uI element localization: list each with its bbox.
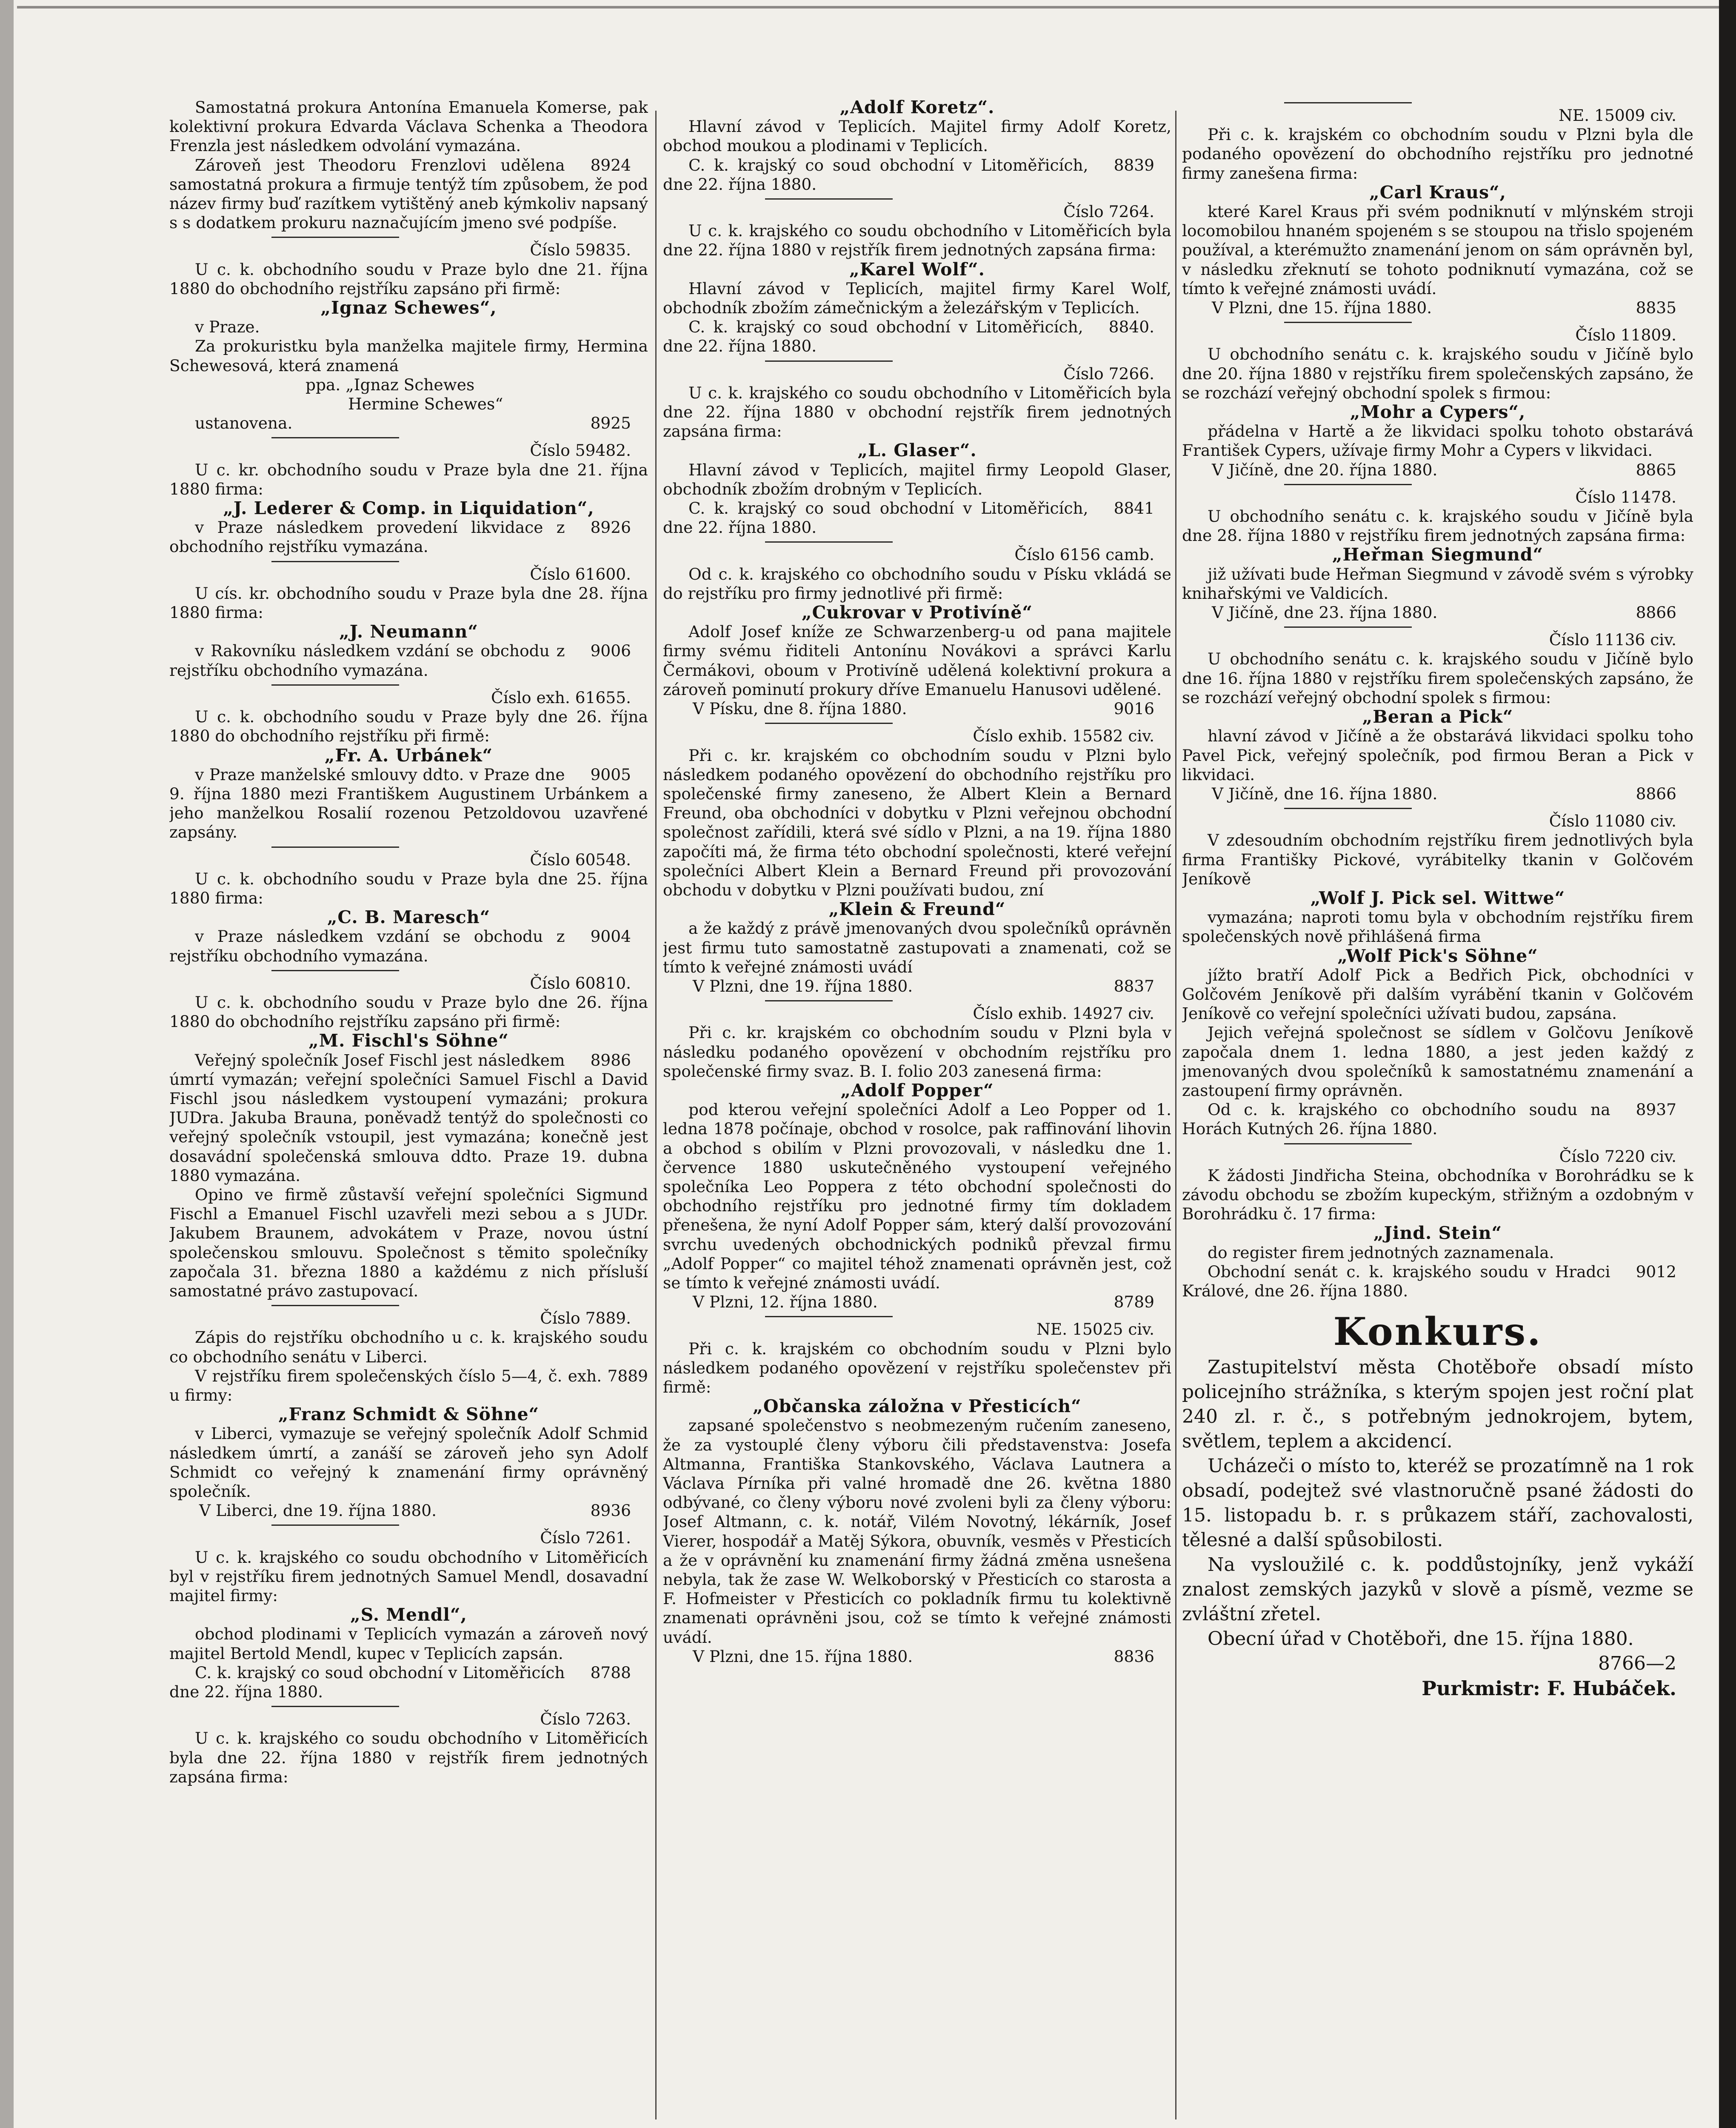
column-divider — [1175, 111, 1176, 2119]
text: U c. k. krajského co soudu obchodního v Litoměřicích byl v rejstříku firem jednotných Samuel Mendl, dosavadní majitel firmy: — [169, 1547, 648, 1605]
text: V Liberci, dne 19. října 1880. — [199, 1501, 437, 1520]
text: „Wolf Pick's Söhne“ — [1337, 945, 1538, 966]
text: Zároveň jest Theodoru Frenzlovi udělena samostatná prokura a firmuje tentýž tím způsobem, že pod název firmy buď razítkem vytištěný aneb kýmkoliv napsaný s s dodatkem prokuru naznačujícím jmeno své podpíše. — [169, 155, 648, 232]
text: Jejich veřejná společnost se sídlem v Golčovu Jeníkově započala dnem 1. ledna 1880, a jest jeden každý z jmenovaných dvou společníků k samostatnému znamenání a zastoupení firmy oprávněn. — [1182, 1023, 1693, 1100]
notice-paragraph — [1182, 831, 1693, 889]
notice-paragraph — [663, 317, 1171, 356]
notice-paragraph — [1182, 1262, 1693, 1301]
text: V rejstříku firem společenských číslo 5—4, č. exh. 7889 u firmy: — [169, 1366, 648, 1404]
firm-name — [663, 260, 1171, 279]
notice-paragraph — [663, 746, 1171, 900]
text: Číslo 7266. — [1063, 364, 1154, 383]
text: U c. k. krajského co soudu obchodního v Litoměřicích byla dne 22. října 1880 v rejstřík firem jednotných zapsána firma: — [663, 221, 1171, 260]
text: Číslo 60810. — [530, 973, 631, 992]
separator-rule — [1284, 484, 1412, 485]
notice-paragraph — [169, 317, 648, 337]
entry-code: 8840. — [1108, 317, 1154, 337]
text: Číslo 60548. — [530, 850, 631, 869]
firm-name — [663, 1397, 1171, 1416]
notice-paragraph — [169, 1367, 648, 1405]
text: NE. 15025 civ. — [1036, 1320, 1154, 1339]
text: Číslo 11080 civ. — [1549, 812, 1676, 831]
notice-date — [1182, 603, 1693, 622]
left-page-edge — [0, 0, 14, 2128]
text: „Cukrovar v Protivíně“ — [802, 602, 1033, 623]
notice-paragraph — [169, 1185, 648, 1301]
notice-number — [169, 441, 648, 460]
text: „M. Fischl's Söhne“ — [308, 1030, 509, 1051]
notice-date — [663, 1647, 1171, 1666]
text: C. k. krajský co soud obchodní v Litoměřicích, dne 22. října 1880. — [663, 317, 1083, 356]
notice-paragraph — [1182, 507, 1693, 545]
separator-rule — [271, 847, 399, 848]
text: „Beran a Pick“ — [1362, 706, 1513, 727]
firm-name — [663, 1081, 1171, 1100]
text: pod kterou veřejní společníci Adolf a Leo Popper od 1. ledna 1878 počínaje, obchod v rosolce, pak raffinování lihovin a obchod s obilím v Plzni provozovali, v následku dne 1. července 1880 uskutečněného vystoupení veřejného společníka Leo Poppera z této obchodní společnosti do obchodního rejstříku pro jednotné firmy tím dokladem přenešena, že nyní Adolf Popper sám, který další provozování svrchu uvedených obchodnických podniků převzal firmu „Adolf Popper“ co majitel téhož znamenati oprávněn jest, což se tímto k veřejné známosti uvádí. — [663, 1100, 1171, 1292]
separator-rule — [271, 237, 399, 238]
text: U c. k. krajského co soudu obchodního v Litoměřicích byla dne 22. října 1880 v rejstřík firem jednotných zapsána firma: — [169, 1729, 648, 1786]
notice-paragraph — [1182, 649, 1693, 707]
separator-rule — [271, 1706, 399, 1707]
entry-code: 8788 — [590, 1663, 631, 1682]
separator-rule — [765, 1000, 893, 1001]
text: U c. k. obchodního soudu v Praze byly dne 26. října 1880 do obchodního rejstříku při firmě: — [169, 707, 648, 746]
konkurs-section — [1182, 1308, 1693, 1701]
entry-code: 9012 — [1636, 1262, 1676, 1281]
firm-name — [169, 622, 648, 641]
text: „Adolf Popper“ — [840, 1080, 994, 1101]
text: Obchodní senát c. k. krajského soudu v Hradci Králové, dne 26. října 1880. — [1182, 1262, 1610, 1300]
text: Veřejný společník Josef Fischl jest následkem úmrtí vymazán; veřejní společníci Samuel Fischl a David Fischl jsou následkem vystoupení vymazáni; prokura JUDra. Jakuba Brauna, poněvadž tentýž do společnosti co veřejný společník vstoupil, jest vymazána; konečně jest dosavádní společenská smlouva ddto. Praze 19. dubna 1880 vymazána. — [169, 1050, 648, 1185]
text: Číslo 7889. — [540, 1309, 631, 1328]
firm-name — [169, 499, 648, 518]
text: C. k. krajský co soud obchodní v Litoměřicích, dne 22. října 1880. — [663, 155, 1088, 194]
column-3-entries — [1182, 102, 1693, 1301]
text: Číslo 7261. — [540, 1528, 631, 1547]
firm-name — [663, 441, 1171, 460]
text: Hlavní závod v Teplicích. Majitel firmy Adolf Koretz, obchod moukou a plodinami v Teplicích. — [663, 117, 1171, 155]
text: „Karel Wolf“. — [849, 259, 985, 280]
separator-rule — [271, 561, 399, 562]
entry-code: 9006 — [590, 641, 631, 661]
column-divider — [655, 111, 657, 2119]
notice-date — [1182, 784, 1693, 804]
notice-number — [663, 364, 1171, 383]
text: V Plzni, dne 19. října 1880. — [693, 976, 913, 995]
notice-paragraph — [663, 919, 1171, 977]
entry-code: 8839 — [1114, 155, 1154, 174]
text: Číslo 59482. — [530, 441, 631, 460]
notice-paragraph — [169, 1051, 648, 1185]
notice-number — [1182, 106, 1693, 125]
text: „Franz Schmidt & Söhne“ — [278, 1404, 540, 1425]
notice-paragraph — [1182, 202, 1693, 298]
procuration-line — [169, 375, 648, 395]
text: v Praze. — [195, 317, 260, 337]
procuration-line — [169, 395, 648, 414]
konkurs-paragraph: Zastupitelství města Chotěboře obsadí místo policejního strážníka, s kterým spojen jest roční plat 240 zl. r. č., s potřebným jednokrojem, bytem, světlem, teplem a akcidencí. — [1182, 1356, 1693, 1453]
notice-paragraph — [1182, 726, 1693, 784]
notice-number — [169, 1309, 648, 1328]
text: U obchodního senátu c. k. krajského soudu v Jičíně bylo dne 16. října 1880 v rejstříku firem společenských zapsáno, že se rozchází veřejný obchodní spolek s firmou: — [1182, 649, 1693, 707]
notice-number — [169, 1710, 648, 1729]
text: V Jičíně, dne 20. října 1880. — [1212, 460, 1438, 479]
separator-rule — [765, 541, 893, 543]
notice-paragraph — [1182, 966, 1693, 1024]
firm-name — [1182, 403, 1693, 422]
text: hlavní závod v Jičíně a že obstarává likvidaci spolku toho Pavel Pick, veřejný společník, pod firmou Beran a Pick v likvidaci. — [1182, 726, 1693, 784]
entry-code: 8926 — [590, 518, 631, 537]
notice-number — [1182, 1147, 1693, 1166]
firm-name — [1182, 889, 1693, 908]
text: v Praze následkem vzdání se obchodu z rejstříku obchodního vymazána. — [169, 927, 565, 965]
notice-paragraph — [1182, 908, 1693, 946]
firm-name — [1182, 183, 1693, 202]
text: které Karel Kraus při svém podniknutí v mlýnském stroji locomobilou hnaném spojeném s se stoupou na třislo spojeném používal, a kterémužto znamenání jenom on sám oprávněn byl, v následku zřeknutí se tohoto podniknutí vymazána, což se tímto k veřejné známosti uvádí. — [1182, 202, 1693, 298]
text: „J. Neumann“ — [339, 621, 478, 642]
text: „Jind. Stein“ — [1373, 1223, 1502, 1244]
firm-name — [169, 1405, 648, 1424]
text: U c. kr. obchodního soudu v Praze byla dne 21. října 1880 firma: — [169, 460, 648, 498]
text: Číslo exhib. 14927 civ. — [973, 1004, 1154, 1023]
text: K žádosti Jindřicha Steina, obchodníka v Borohrádku se k závodu obchodu se zbožím kupeckým, střižným a ozdobným v Borohrádku č. 17 firma: — [1182, 1166, 1693, 1224]
notice-number — [663, 1320, 1171, 1339]
notice-paragraph — [169, 98, 648, 156]
text: ustanovena. — [195, 414, 293, 433]
separator-rule — [1284, 626, 1412, 628]
column-1 — [169, 98, 648, 2128]
entry-code: 9005 — [590, 765, 631, 784]
separator-rule — [271, 437, 399, 438]
text: již užívati bude Heřman Siegmund v závodě svém s výrobky knihařskými ve Valdicích. — [1182, 564, 1693, 603]
text: U c. k. obchodního soudu v Praze bylo dne 21. října 1880 do obchodního rejstříku zapsáno při firmě: — [169, 260, 648, 298]
entry-code: 8937 — [1636, 1100, 1676, 1119]
firm-name — [663, 98, 1171, 117]
notice-date — [1182, 298, 1693, 317]
text: do register firem jednotných zaznamenala. — [1208, 1243, 1554, 1262]
text: Adolf Josef kníže ze Schwarzenberg-u od pana majitele firmy svému řiditeli Antonínu Novákovi a správci Karlu Čermákovi, oboum v Protivíně udělená kolektivní prokura a zároveň pominutí prokury dříve Emanuelu Hanusovi udělené. — [663, 622, 1171, 699]
text: v Praze následkem provedení likvidace z obchodního rejstříku vymazána. — [169, 518, 565, 556]
separator-rule — [1284, 808, 1412, 809]
notice-number — [169, 240, 648, 260]
notice-date — [663, 699, 1171, 718]
text: ppa. „Ignaz Schewes — [306, 375, 475, 394]
text: vymazána; naproti tomu byla v obchodním rejstříku firem společenských nově přihlášená firma — [1182, 908, 1693, 946]
notice-number — [169, 974, 648, 993]
text: „Ignaz Schewes“, — [320, 297, 497, 318]
separator-rule — [271, 684, 399, 686]
text: Hlavní závod v Teplicích, majitel firmy Karel Wolf, obchodník zbožím zámečnickým a železářským v Teplicích. — [663, 279, 1171, 317]
notice-paragraph — [169, 460, 648, 499]
separator-rule — [765, 198, 893, 200]
notice-paragraph — [663, 565, 1171, 603]
notice-paragraph — [663, 622, 1171, 699]
konkurs-paragraph: Obecní úřad v Chotěboři, dne 15. října 1880. — [1208, 1628, 1634, 1650]
top-rule — [17, 6, 1719, 9]
konkurs-paragraph: Na vysloužilé c. k. poddůstojníky, jenž vykáží znalost zemských jazyků v slově a písmě, vezme se zvláštní zřetel. — [1182, 1554, 1693, 1625]
text: Číslo exh. 61655. — [491, 688, 631, 707]
notice-number — [663, 202, 1171, 221]
firm-name — [663, 603, 1171, 622]
entry-code: 8789 — [1114, 1293, 1154, 1312]
entry-code: 8866 — [1636, 784, 1676, 803]
text: U c. k. obchodního soudu v Praze byla dne 25. října 1880 firma: — [169, 869, 648, 907]
notice-paragraph — [169, 156, 648, 233]
notice-number — [1182, 488, 1693, 507]
column-2 — [663, 98, 1171, 2128]
entry-code: 9004 — [590, 927, 631, 946]
text: U obchodního senátu c. k. krajského soudu v Jičíně byla dne 28. října 1880 v rejstříku firem jednotných zapsána firma: — [1182, 507, 1693, 545]
notice-date — [663, 977, 1171, 996]
text: Číslo 11136 civ. — [1549, 630, 1676, 649]
notice-paragraph — [169, 870, 648, 908]
konkurs-signature: Purkmistr: F. Hubáček. — [1422, 1677, 1676, 1700]
notice-date — [663, 1293, 1171, 1312]
text: Při c. kr. krajském co obchodním soudu v Plzni bylo následkem podaného opovězení do obchodního rejstříku pro společenské firmy zaneseno, že Albert Klein a Bernard Freund, oba obchodníci v dobytku v Plzni veřejnou obchodní společnost zařídili, která své sídlo v Plzni, a na 19. října 1880 započíti má, že firma této obchodní společnosti, které veřejní společníci Albert Klein a Bernard Freund při provozování obchodu v dobytku v Plzni používati budou, zní — [663, 746, 1171, 899]
text: Samostatná prokura Antonína Emanuela Komerse, pak kolektivní prokura Edvarda Václava Schenka a Theodora Frenzla jest následkem odvolání vymazána. — [169, 98, 648, 155]
text: V Plzni, 12. října 1880. — [693, 1293, 878, 1312]
notice-paragraph — [1182, 565, 1693, 603]
notice-paragraph — [1182, 345, 1693, 403]
notice-paragraph — [1182, 1166, 1693, 1224]
text: Číslo 61600. — [530, 564, 631, 583]
text: „Carl Kraus“, — [1369, 182, 1506, 203]
notice-paragraph — [1182, 1243, 1693, 1262]
text: Při c. kr. krajském co obchodním soudu v Plzni byla v následku podaného opovězení v obchodním rejstříku pro společenské firmy svaz. B. I. folio 203 zanesená firma: — [663, 1023, 1171, 1081]
text: zapsané společenstvo s neobmezeným ručením zaneseno, že za vystouplé členy výboru čili představenstva: Josefa Altmanna, Františka Stankovského, Václava Lautnera a Václava Pírníka při valné hromadě dne 26. května 1880 odbývané, co členy výboru nové zvoleni byli za členy výboru: Josef Altmann, c. k. notář, Vilém Novotný, lékárník, Josef Vierer, hospodář a Matěj Sýkora, obuvník, vesměs v Přesticích a že v oprávnění ku znamenání firmy žádná změna usnešena nebyla, tak že zase W. Welkoborský v Přesticích co starosta a F. Hofmeister v Přesticích co pokladník firmu tu kolektivně znamenati oprávněni jsou, což se tímto k veřejné známosti uvádí. — [663, 1416, 1171, 1647]
text: přádelna v Hartě a že likvidaci spolku tohoto obstarává František Cypers, užívaje firmy Mohr a Cypers v likvidaci. — [1182, 422, 1693, 460]
notice-paragraph — [169, 1729, 648, 1787]
notice-number — [1182, 326, 1693, 345]
notice-paragraph — [663, 117, 1171, 155]
text: Při c. k. krajském co obchodním soudu v Plzni bylo následkem podaného opovězení v rejstříku společenstev při firmě: — [663, 1339, 1171, 1396]
separator-rule — [1284, 102, 1412, 103]
text: a že každý z právě jmenovaných dvou společníků oprávněn jest firmu tuto samostatně zastupovati a znamenati, což se tímto k veřejné známosti uvádí — [663, 919, 1171, 976]
text: „Klein & Freund“ — [828, 899, 1006, 920]
text: Číslo 6156 camb. — [1014, 545, 1154, 564]
text: Hermine Schewes“ — [348, 395, 503, 414]
text: obchod plodinami v Teplicích vymazán a zároveň nový majitel Bertold Mendl, kupec v Teplicích zapsán. — [169, 1625, 648, 1663]
text: NE. 15009 civ. — [1559, 106, 1676, 125]
entry-code: 8841 — [1114, 499, 1154, 518]
text: Číslo 11809. — [1575, 326, 1676, 345]
text: U c. k. krajského co soudu obchodního v Litoměřicích byla dne 22. října 1880 v obchodní rejstřík firem jednotných zapsána firma: — [663, 383, 1171, 441]
separator-rule — [271, 1524, 399, 1526]
text: Číslo 7264. — [1063, 202, 1154, 221]
firm-name — [169, 746, 648, 765]
text: „C. B. Maresch“ — [327, 907, 491, 928]
firm-name — [169, 1605, 648, 1625]
text: Od c. k. krajského co obchodního soudu v Písku vkládá se do rejstříku pro firmy jednotlivé při firmě: — [663, 564, 1171, 603]
notice-paragraph — [663, 383, 1171, 441]
entry-code: 8835 — [1636, 298, 1676, 317]
text: „Občanska záložna v Přesticích“ — [753, 1396, 1082, 1417]
notice-paragraph — [169, 1663, 648, 1702]
notice-paragraph — [663, 499, 1171, 537]
firm-name — [169, 908, 648, 927]
text: Číslo 7220 civ. — [1559, 1147, 1676, 1166]
notice-paragraph — [169, 641, 648, 680]
text: „Wolf J. Pick sel. Wittwe“ — [1310, 887, 1565, 908]
notice-number — [169, 1528, 648, 1547]
text: V zdesoudním obchodním rejstříku firem jednotlivých byla firma Františky Pickové, vyrábitelky tkanin v Golčovém Jeníkově — [1182, 831, 1693, 888]
entry-code: 8986 — [590, 1050, 631, 1070]
notice-paragraph — [169, 1328, 648, 1366]
notice-number — [1182, 630, 1693, 649]
text: „Fr. A. Urbánek“ — [324, 745, 493, 766]
text: V Jičíně, dne 16. října 1880. — [1212, 784, 1438, 803]
entry-code: 8837 — [1114, 976, 1154, 995]
notice-paragraph — [663, 156, 1171, 194]
text: v Praze manželské smlouvy ddto. v Praze dne 9. října 1880 mezi Františkem Augustinem Urbánkem a jeho manželkou Rosalií rozenou Petzoldovou uzavřené zapsány. — [169, 765, 648, 842]
notice-paragraph — [663, 221, 1171, 260]
notice-paragraph — [169, 707, 648, 746]
konkurs-code: 8766—2 — [1598, 1653, 1676, 1675]
notice-paragraph — [169, 993, 648, 1031]
text: Opino ve firmě zůstavší veřejní společníci Sigmund Fischl a Emanuel Fischl uzavřeli mezi sebou a s JUDr. Jakubem Braunem, advokátem v Praze, novou ústní společenskou smlouvu. Společnost s těmito společníky započala 31. března 1880 a každému z nich přísluší samostatné právo zastupovací. — [169, 1185, 648, 1300]
entry-code: 8836 — [1114, 1647, 1154, 1666]
notice-paragraph — [169, 1424, 648, 1501]
notice-paragraph — [169, 518, 648, 556]
notice-paragraph — [169, 584, 648, 622]
text: V Plzni, dne 15. října 1880. — [693, 1647, 913, 1666]
firm-name — [169, 1031, 648, 1050]
text: V Písku, dne 8. října 1880. — [693, 699, 907, 718]
konkurs-title: Konkurs. — [1333, 1309, 1542, 1355]
text: „Mohr a Cypers“, — [1350, 402, 1526, 423]
text: V Jičíně, dne 23. října 1880. — [1212, 603, 1438, 622]
text: Při c. k. krajském co obchodním soudu v Plzni byla dle podaného opovězení do obchodního rejstříku pro jednotné firmy zanešena firma: — [1182, 125, 1693, 183]
text: „L. Glaser“. — [857, 440, 977, 461]
text: C. k. krajský co soud obchodní v Litoměřicích, dne 22. října 1880. — [663, 499, 1088, 537]
notice-number — [169, 850, 648, 870]
text: Číslo 11478. — [1575, 487, 1676, 506]
firm-name — [1182, 1224, 1693, 1243]
notice-number — [663, 545, 1171, 564]
separator-rule — [765, 1316, 893, 1317]
notice-number — [1182, 812, 1693, 831]
notice-paragraph — [169, 765, 648, 842]
notice-paragraph — [663, 1023, 1171, 1081]
text: C. k. krajský co soud obchodní v Litoměřicích dne 22. října 1880. — [169, 1663, 565, 1702]
notice-paragraph — [1182, 422, 1693, 460]
notice-date — [1182, 460, 1693, 480]
notice-paragraph — [169, 1625, 648, 1663]
text: „J. Lederer & Comp. in Liquidation“, — [223, 498, 594, 519]
separator-rule — [765, 360, 893, 362]
text: U obchodního senátu c. k. krajského soudu v Jičíně bylo dne 20. října 1880 v rejstříku firem společenských zapsáno, že se rozchází veřejný obchodní spolek s firmou: — [1182, 345, 1693, 402]
firm-name — [663, 900, 1171, 919]
notice-paragraph — [663, 460, 1171, 499]
notice-paragraph — [663, 1339, 1171, 1397]
notice-paragraph — [663, 1416, 1171, 1647]
text: Od c. k. krajského co obchodního soudu na Horách Kutných 26. října 1880. — [1182, 1100, 1610, 1138]
column-3 — [1182, 98, 1693, 2128]
notice-number — [663, 1004, 1171, 1023]
entry-code: 8866 — [1636, 603, 1676, 622]
notice-paragraph — [663, 279, 1171, 317]
separator-rule — [765, 723, 893, 724]
konkurs-paragraph: Ucházeči o místo to, kteréž se prozatímně na 1 rok obsadí, podejtež své vlastnoručně psané žádosti do 15. listopadu b. r. s průkazem stáří, zachovalosti, tělesné a další spůsobilosti. — [1182, 1455, 1693, 1551]
entry-code: 8925 — [590, 414, 631, 433]
text: „S. Mendl“, — [350, 1605, 467, 1625]
text: Za prokuristku byla manželka majitele firmy, Hermina Schewesová, která znamená — [169, 337, 648, 375]
text: Číslo 59835. — [530, 240, 631, 260]
text: Číslo 7263. — [540, 1710, 631, 1729]
entry-code: 8936 — [590, 1501, 631, 1520]
firm-name — [1182, 545, 1693, 564]
text: Číslo exhib. 15582 civ. — [973, 726, 1154, 746]
text: v Liberci, vymazuje se veřejný společník Adolf Schmid následkem úmrtí, a zanáší se zároveň jeho syn Adolf Schmidt co veřejný k znamenání firmy oprávněný společník. — [169, 1424, 648, 1501]
separator-rule — [271, 1305, 399, 1306]
notice-paragraph — [169, 260, 648, 298]
entry-code: 8924 — [590, 155, 631, 174]
entry-code: 9016 — [1114, 699, 1154, 718]
text: Zápis do rejstříku obchodního u c. k. krajského soudu co obchodního senátu v Liberci. — [169, 1328, 648, 1366]
text: jížto bratří Adolf Pick a Bedřich Pick, obchodníci v Golčovém Jeníkově při dalším vyrábění tkanin v Golčovém Jeníkově co veřejní společníci užívati budou, zapsána. — [1182, 965, 1693, 1023]
notice-paragraph — [1182, 125, 1693, 183]
entry-code: 8865 — [1636, 460, 1676, 479]
separator-rule — [1284, 1143, 1412, 1144]
separator-rule — [271, 970, 399, 971]
text: U c. k. obchodního soudu v Praze bylo dne 26. října 1880 do obchodního rejstříku zapsáno při firmě: — [169, 992, 648, 1031]
notice-number — [169, 688, 648, 707]
notice-paragraph — [169, 927, 648, 965]
firm-name — [169, 298, 648, 317]
notice-paragraph — [663, 1100, 1171, 1293]
right-page-edge — [1719, 0, 1736, 2128]
text: „Heřman Siegmund“ — [1332, 544, 1544, 565]
notice-paragraph — [169, 1548, 648, 1606]
text: Hlavní závod v Teplicích, majitel firmy Leopold Glaser, obchodník zbožím drobným v Teplicích. — [663, 460, 1171, 498]
text: U cís. kr. obchodního soudu v Praze byla dne 28. října 1880 firma: — [169, 583, 648, 622]
notice-paragraph — [169, 414, 648, 433]
firm-name — [1182, 707, 1693, 726]
notice-paragraph — [169, 337, 648, 375]
firm-name — [1182, 947, 1693, 966]
separator-rule — [1284, 322, 1412, 323]
text: v Rakovníku následkem vzdání se obchodu z rejstříku obchodního vymazána. — [169, 641, 565, 680]
notice-number — [169, 565, 648, 584]
notice-number — [663, 726, 1171, 746]
notice-paragraph — [1182, 1100, 1693, 1138]
notice-date — [169, 1501, 648, 1520]
text: V Plzni, dne 15. října 1880. — [1212, 298, 1432, 317]
text: „Adolf Koretz“. — [839, 98, 995, 117]
notice-paragraph — [1182, 1023, 1693, 1100]
